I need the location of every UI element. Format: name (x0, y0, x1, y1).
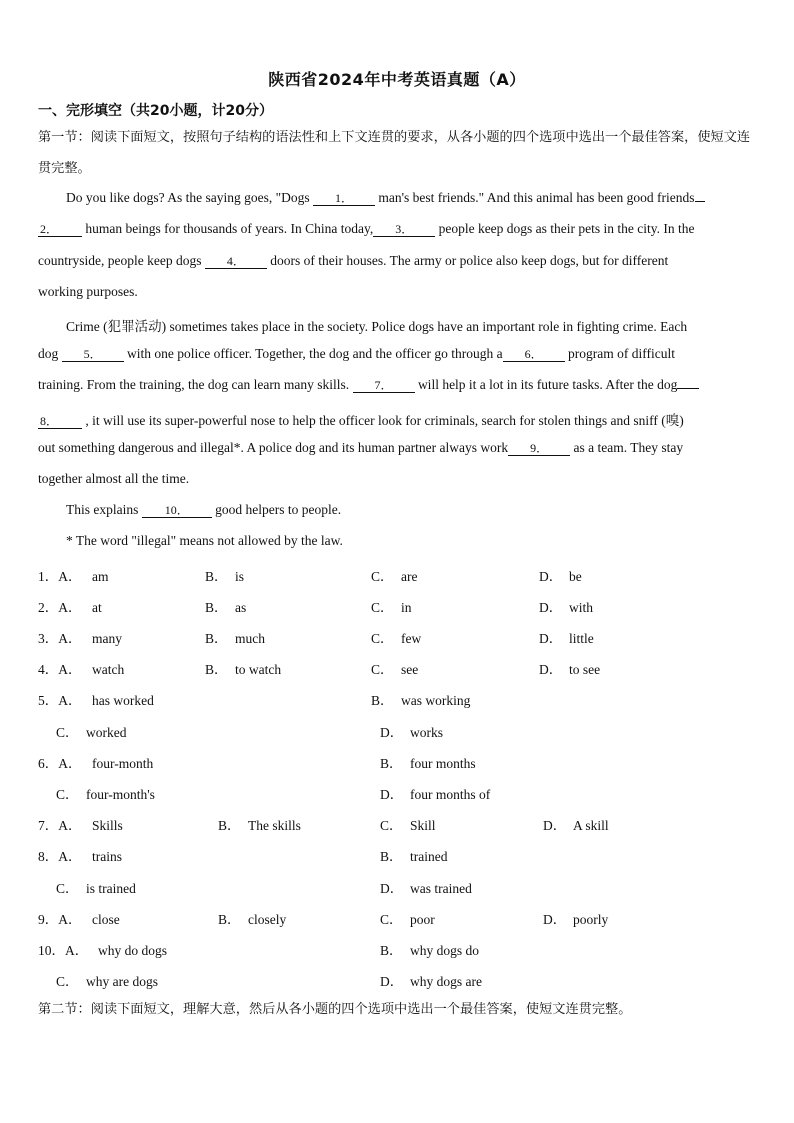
blank-3: 3． (373, 223, 435, 237)
q5-option-b[interactable]: B． was working (371, 693, 471, 708)
q5-option-c[interactable]: C． worked (56, 725, 127, 740)
q7-option-b[interactable]: B． The skills (218, 818, 301, 833)
q10-option-a[interactable]: 10．A． why do dogs (38, 943, 168, 958)
blank-9: 9． (508, 442, 570, 456)
q1-option-b[interactable]: B． is (205, 569, 245, 584)
blank-7: 7． (353, 379, 415, 393)
q9-option-b[interactable]: B． closely (218, 912, 287, 927)
underscore (695, 201, 705, 202)
passage-line: out something dangerous and illegal*. A police dog and its human partner always work 9． as a team. They stay (38, 440, 684, 455)
passage-line: Crime (犯罪活动) sometimes takes place in the society. Police dogs have an important role in fighting crime. Each (66, 319, 688, 334)
q6-option-a[interactable]: 6．A． four-month (38, 756, 154, 771)
q4-option-d[interactable]: D． to see (539, 662, 601, 677)
q3-option-b[interactable]: B． much (205, 631, 265, 646)
q6-option-c[interactable]: C． four-month's (56, 787, 155, 802)
passage-line: dog 5． with one police officer. Together, the dog and the officer go through a 6． program of difficult (38, 346, 676, 361)
q4-option-b[interactable]: B． to watch (205, 662, 282, 677)
q8-option-d[interactable]: D． was trained (380, 881, 472, 896)
q10-option-b[interactable]: B． why dogs do (380, 943, 480, 958)
q3-option-d[interactable]: D． little (539, 631, 594, 646)
footnote: * The word "illegal" means not allowed by the law. (66, 533, 343, 548)
q6-option-d[interactable]: D． four months of (380, 787, 491, 802)
q8-option-b[interactable]: B． trained (380, 849, 448, 864)
q1-option-c[interactable]: C． are (371, 569, 418, 584)
q7-option-d[interactable]: D． A skill (543, 818, 609, 833)
blank-6: 6． (503, 348, 565, 362)
q4-option-a[interactable]: 4．A． watch (38, 662, 125, 677)
part2-instructions: 第二节：阅读下面短文，理解大意，然后从各小题的四个选项中选出一个最佳答案，使短文连贯完整。 (38, 1002, 632, 1017)
q7-option-c[interactable]: C． Skill (380, 818, 436, 833)
page-title: 陕西省2024年中考英语真题（A） (268, 70, 526, 89)
part1-instructions: 第一节：阅读下面短文，按照句子结构的语法性和上下文连贯的要求，从各小题的四个选项中选出一个最佳答案，使短文连贯完整。 (38, 130, 751, 176)
q5-option-d[interactable]: D． works (380, 725, 443, 740)
q3-option-c[interactable]: C． few (371, 631, 422, 646)
passage-line: This explains 10． good helpers to people. (66, 502, 342, 517)
blank-5: 5． (62, 348, 124, 362)
q10-option-c[interactable]: C． why are dogs (56, 974, 158, 989)
q9-option-d[interactable]: D． poorly (543, 912, 609, 927)
passage-line: countryside, people keep dogs 4． doors of their houses. The army or police also keep dogs, but for different (38, 253, 669, 268)
blank-10: 10． (142, 504, 212, 518)
q10-option-d[interactable]: D． why dogs are (380, 974, 482, 989)
q7-option-a[interactable]: 7．A． Skills (38, 818, 123, 833)
passage-line: training. From the training, the dog can learn many skills. 7． will help it a lot in its future tasks. After the dog (38, 377, 758, 393)
blank-2: 2． (38, 223, 82, 237)
blank-8: 8． (38, 415, 82, 429)
blank-1: 1． (313, 192, 375, 206)
q6-option-b[interactable]: B． four months (380, 756, 476, 771)
q9-option-a[interactable]: 9．A． close (38, 912, 120, 927)
passage-line: working purposes. (38, 284, 138, 299)
passage-line: together almost all the time. (38, 471, 190, 486)
q1-option-d[interactable]: D． be (539, 569, 582, 584)
passage-line: Do you like dogs? As the saying goes, "Dogs 1． man's best friends." And this animal has been good friends (38, 190, 786, 206)
passage-line: 2． human beings for thousands of years. In China today, 3． people keep dogs as their pets in the city. In the (40, 221, 695, 236)
q9-option-c[interactable]: C． poor (380, 912, 435, 927)
q2-option-d[interactable]: D． with (539, 600, 594, 615)
q2-option-c[interactable]: C． in (371, 600, 412, 615)
q2-option-b[interactable]: B． as (205, 600, 247, 615)
q2-option-a[interactable]: 2．A． at (38, 600, 102, 615)
q3-option-a[interactable]: 3．A． many (38, 631, 122, 646)
blank-4: 4． (205, 255, 267, 269)
q5-option-a[interactable]: 5．A． has worked (38, 693, 154, 708)
q8-option-a[interactable]: 8．A． trains (38, 849, 122, 864)
q8-option-c[interactable]: C． is trained (56, 881, 136, 896)
q1-option-a[interactable]: 1．A． am (38, 569, 109, 584)
section-heading: 一、完形填空（共20小题，计20分） (38, 103, 273, 119)
passage-line: 8． , it will use its super-powerful nose to help the officer look for criminals, search for stolen things and sniff (嗅) (40, 413, 684, 428)
underscore (677, 388, 699, 389)
q4-option-c[interactable]: C． see (371, 662, 419, 677)
